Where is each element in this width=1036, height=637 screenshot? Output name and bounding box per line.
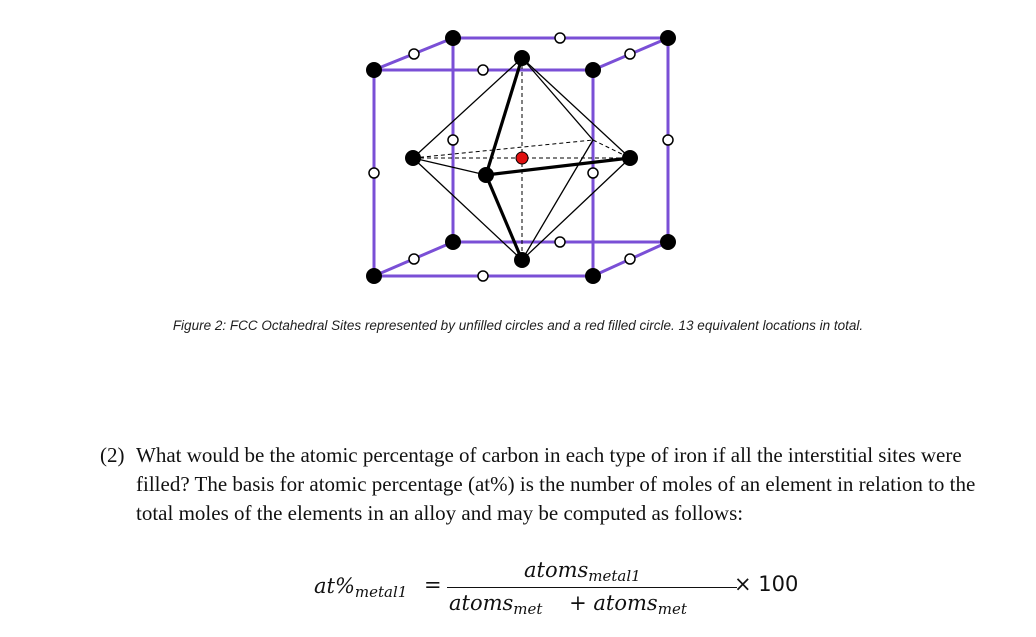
- formula-numerator: atoms$_{metal1}$: [524, 558, 641, 585]
- formula-times-100: × 100: [734, 572, 799, 596]
- question-text: What would be the atomic percentage of carbon in each type of iron if all the interstitial sites were filled? The basis for atomic percentage (at%) is the number of moles of an element in relation to the total moles of the elements in an alloy and may be computed as follows:: [136, 443, 976, 525]
- formula-equals: =: [424, 573, 442, 597]
- fraction-bar: [447, 587, 737, 588]
- question-2: [100, 441, 980, 528]
- question-number: (2): [100, 443, 125, 467]
- formula-lhs: $at\%_{metal1}$: [314, 574, 408, 601]
- figure-caption: Figure 2: FCC Octahedral Sites represented by unfilled circles and a red filled circle. 13 equivalent locations in total.: [172, 318, 864, 333]
- fcc-octahedral-figure: [360, 20, 680, 295]
- formula-denominator: atoms$_{met}$ + atoms$_{met}$: [449, 591, 687, 618]
- fcc-lattice-diagram: [360, 20, 680, 295]
- atomic-percent-formula: [314, 560, 814, 630]
